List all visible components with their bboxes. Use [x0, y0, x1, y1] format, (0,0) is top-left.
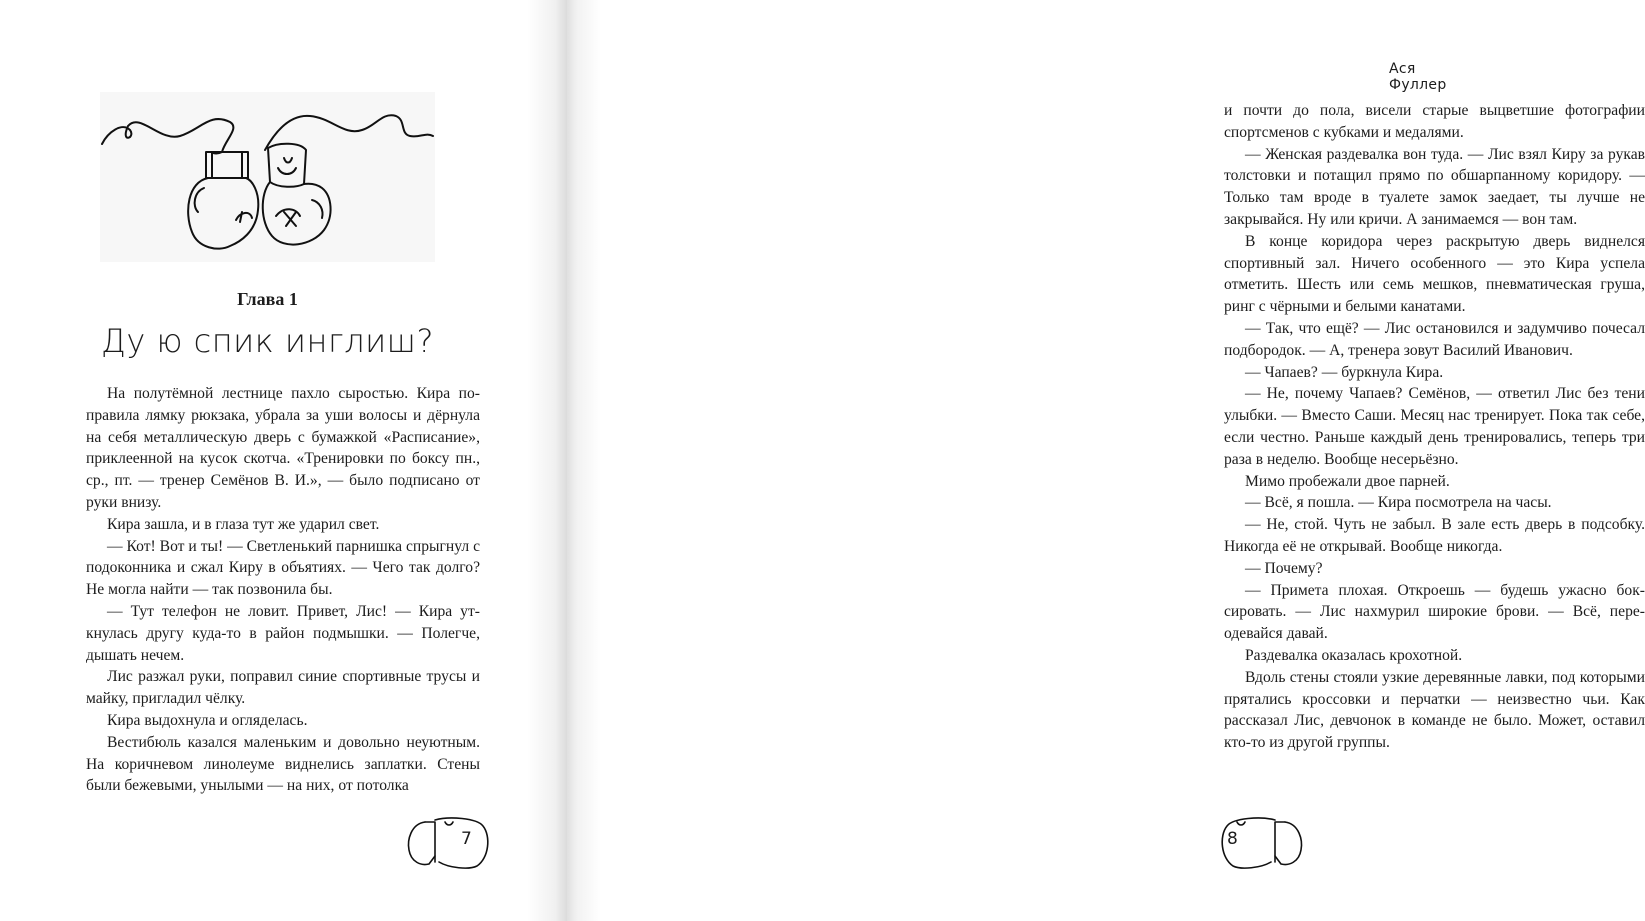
- paragraph: — Не, почему Чапаев? Семёнов, — ответил Лис без тени улыбки. — Вместо Саши. Месяц нас тренирует. Пока так себе, если честно. Раньше каждый день тренировались, теперь три раза в неделю. Вообще несерьёзно.: [1224, 385, 1645, 468]
- paragraph: Кира выдохнула и огляделась.: [107, 711, 308, 729]
- paragraph: — Женская раздевалка вон туда. — Лис взял Киру за рукав толстовки и потащил прямо по обшарпанному коридору. — Только там вроде в туалете замок заедает, ты лучше не закрывайся. Ну или кричи. А занимаемся — вон там.: [1224, 145, 1645, 228]
- left-page-body: [86, 383, 480, 797]
- paragraph: В конце коридора через раскрытую дверь виднелся спортивный зал. Ничего особенного — это Кира успела отметить. Шесть или семь мешков, пневматическая груша, ринг с чёрными и белыми канатами.: [1224, 232, 1645, 316]
- chapter-title: Ду ю спик инглиш?: [101, 322, 434, 360]
- boxing-glove-icon: [405, 812, 495, 872]
- right-page: [567, 0, 1645, 921]
- page-number: 7: [461, 829, 472, 849]
- paragraph: Вдоль стены стояли узкие деревянные лавки, под которыми прятались кроссовки и перчатки — неизвестно чьи. Как рассказал Лис, девчонок в команде не было. Может, оставил кто-то из другой группы.: [1224, 668, 1645, 752]
- page-number-left: [405, 812, 495, 872]
- page-number: 8: [1227, 829, 1238, 849]
- paragraph: Мимо пробежали двое парней.: [1245, 472, 1450, 490]
- paragraph: — Тут телефон не ловит. Привет, Лис! — Кира уткнулась другу куда-то в район подмышки. — Полегче, дышать нечем.: [86, 602, 480, 664]
- paragraph: — Не, стой. Чуть не забыл. В зале есть дверь в подсобку. Никогда её не открывай. Вообще никогда.: [1224, 516, 1645, 555]
- right-page-body: [1224, 100, 1645, 754]
- gutter-shadow: [567, 0, 601, 921]
- paragraph-continuation: и почти до пола, висели старые выцветшие фотографии спортсменов с кубками и медалями.: [1224, 102, 1645, 141]
- paragraph: Раздевалка оказалась крохотной.: [1245, 646, 1463, 664]
- paragraph: — Почему?: [1245, 559, 1323, 577]
- paragraph: Вестибюль казался маленьким и довольно неуютным. На коричневом линолеуме виднелись заплатки. Стены были бежевыми, унылыми — на них, от потолка: [86, 733, 480, 795]
- left-page: [0, 0, 567, 921]
- running-head-author: Ася Фуллер: [1389, 61, 1447, 93]
- paragraph: — Так, что ещё? — Лис остановился и задумчиво почесал подбородок. — А, тренера зовут Василий Иванович.: [1224, 319, 1645, 359]
- paragraph: — Примета плохая. Откроешь — будешь ужасно боксировать. — Лис нахмурил широкие брови. — Всё, переодевайся давай.: [1224, 581, 1645, 643]
- paragraph: Кира зашла, и в глаза тут же ударил свет.: [107, 515, 380, 533]
- paragraph: На полутёмной лестнице пахло сыростью. Кира поправила лямку рюкзака, убрала за уши волосы и дёрнула на себя металлическую дверь с бумажкой «Расписание», приклеенной на кусок скотча. «Тренировки по боксу пн., ср., пт. — тренер Семёнов В. И.», — было подписано от руки внизу.: [86, 385, 480, 511]
- paragraph: — Кот! Вот и ты! — Светленький парнишка спрыгнул с подоконника и сжал Киру в объятиях. — Чего так долго? Не могла найти — так позвонила бы.: [86, 537, 480, 599]
- page-number-right: [1215, 812, 1305, 872]
- chapter-label: Глава 1: [237, 289, 298, 309]
- boxing-gloves-icon: [100, 92, 435, 262]
- paragraph: — Всё, я пошла. — Кира посмотрела на часы.: [1245, 494, 1552, 512]
- paragraph: — Чапаев? — буркнула Кира.: [1245, 363, 1444, 381]
- gutter-shadow: [527, 0, 567, 921]
- paragraph: Лис разжал руки, поправил синие спортивные трусы и майку, пригладил чёлку.: [86, 668, 480, 708]
